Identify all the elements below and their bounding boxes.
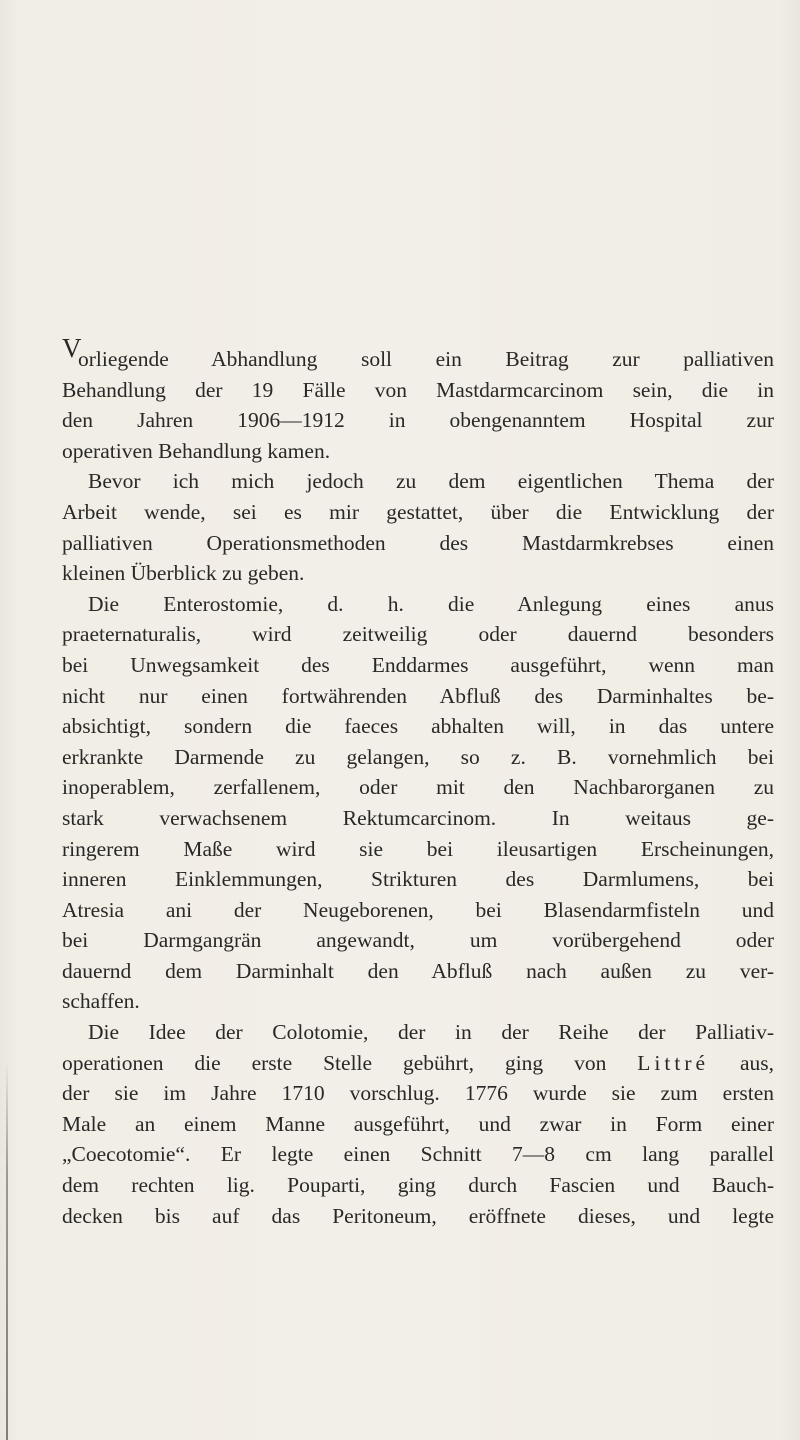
text-line-23: Die Idee der Colotomie, der in der Reihe der Palliativ- xyxy=(88,1020,774,1045)
text-line-2: Behandlung der 19 Fälle von Mastdarmcarcinom sein, die in xyxy=(62,377,774,402)
text-line-27: „Coecotomie“. Er legte einen Schnitt 7—8 cm lang parallel xyxy=(62,1142,774,1167)
binding-edge-line xyxy=(6,1060,8,1440)
text-line-20: bei Darmgangrän angewandt, um vorübergehend oder xyxy=(62,928,774,953)
text-line-21: dauernd dem Darminhalt den Abfluß nach außen zu ver- xyxy=(62,958,774,983)
text-line-25: der sie im Jahre 1710 vorschlug. 1776 wurde sie zum ersten xyxy=(62,1081,774,1106)
text-line-26: Male an einem Manne ausgeführt, und zwar in Form einer xyxy=(62,1111,774,1136)
text-line-12: nicht nur einen fortwährenden Abfluß des Darminhaltes be- xyxy=(62,683,774,708)
text-line-28: dem rechten lig. Pouparti, ging durch Fascien und Bauch- xyxy=(62,1173,774,1198)
drop-cap: V xyxy=(62,333,82,363)
text-line-5: Bevor ich mich jedoch zu dem eigentlichen Thema der xyxy=(88,469,774,494)
text-line-22: schaffen. xyxy=(62,989,140,1014)
text-line-18: inneren Einklemmungen, Strikturen des Darmlumens, bei xyxy=(62,867,774,892)
text-line-17: ringerem Maße wird sie bei ileusartigen Erscheinungen, xyxy=(62,836,774,861)
text-line-15: inoperablem, zerfallenem, oder mit den Nachbarorganen zu xyxy=(62,775,774,800)
text-line-7: palliativen Operationsmethoden des Mastdarmkrebses einen xyxy=(62,530,774,555)
text-line-8: kleinen Überblick zu geben. xyxy=(62,561,305,586)
text-line-6: Arbeit wende, sei es mir gestattet, über die Entwicklung der xyxy=(62,499,774,524)
text-line-13: absichtigt, sondern die faeces abhalten will, in das untere xyxy=(62,714,774,739)
text-line-16: stark verwachsenem Rektumcarcinom. In weitaus ge- xyxy=(62,805,774,830)
text-line-29: decken bis auf das Peritoneum, eröffnete dieses, und legte xyxy=(62,1203,774,1228)
body-text xyxy=(62,333,774,1231)
text-line-11: bei Unwegsamkeit des Enddarmes ausgeführt, wenn man xyxy=(62,652,774,677)
text-line-3: den Jahren 1906—1912 in obengenanntem Hospital zur xyxy=(62,408,774,433)
text-line-1: V orliegende Abhandlung soll ein Beitrag zur palliativen xyxy=(62,333,774,371)
text-line-24: operationen die erste Stelle gebührt, ging von Littré aus, xyxy=(62,1050,774,1075)
text-line-14: erkrankte Darmende zu gelangen, so z. B. vornehmlich bei xyxy=(62,744,774,769)
text-line-10: praeternaturalis, wird zeitweilig oder dauernd besonders xyxy=(62,622,774,647)
text-line-9: Die Enterostomie, d. h. die Anlegung eines anus xyxy=(88,591,774,616)
text-line-4: operativen Behandlung kamen. xyxy=(62,438,331,463)
text-line-19: Atresia ani der Neugeborenen, bei Blasendarmfisteln und xyxy=(62,897,774,922)
author-name-littre: Littré xyxy=(637,1050,710,1075)
